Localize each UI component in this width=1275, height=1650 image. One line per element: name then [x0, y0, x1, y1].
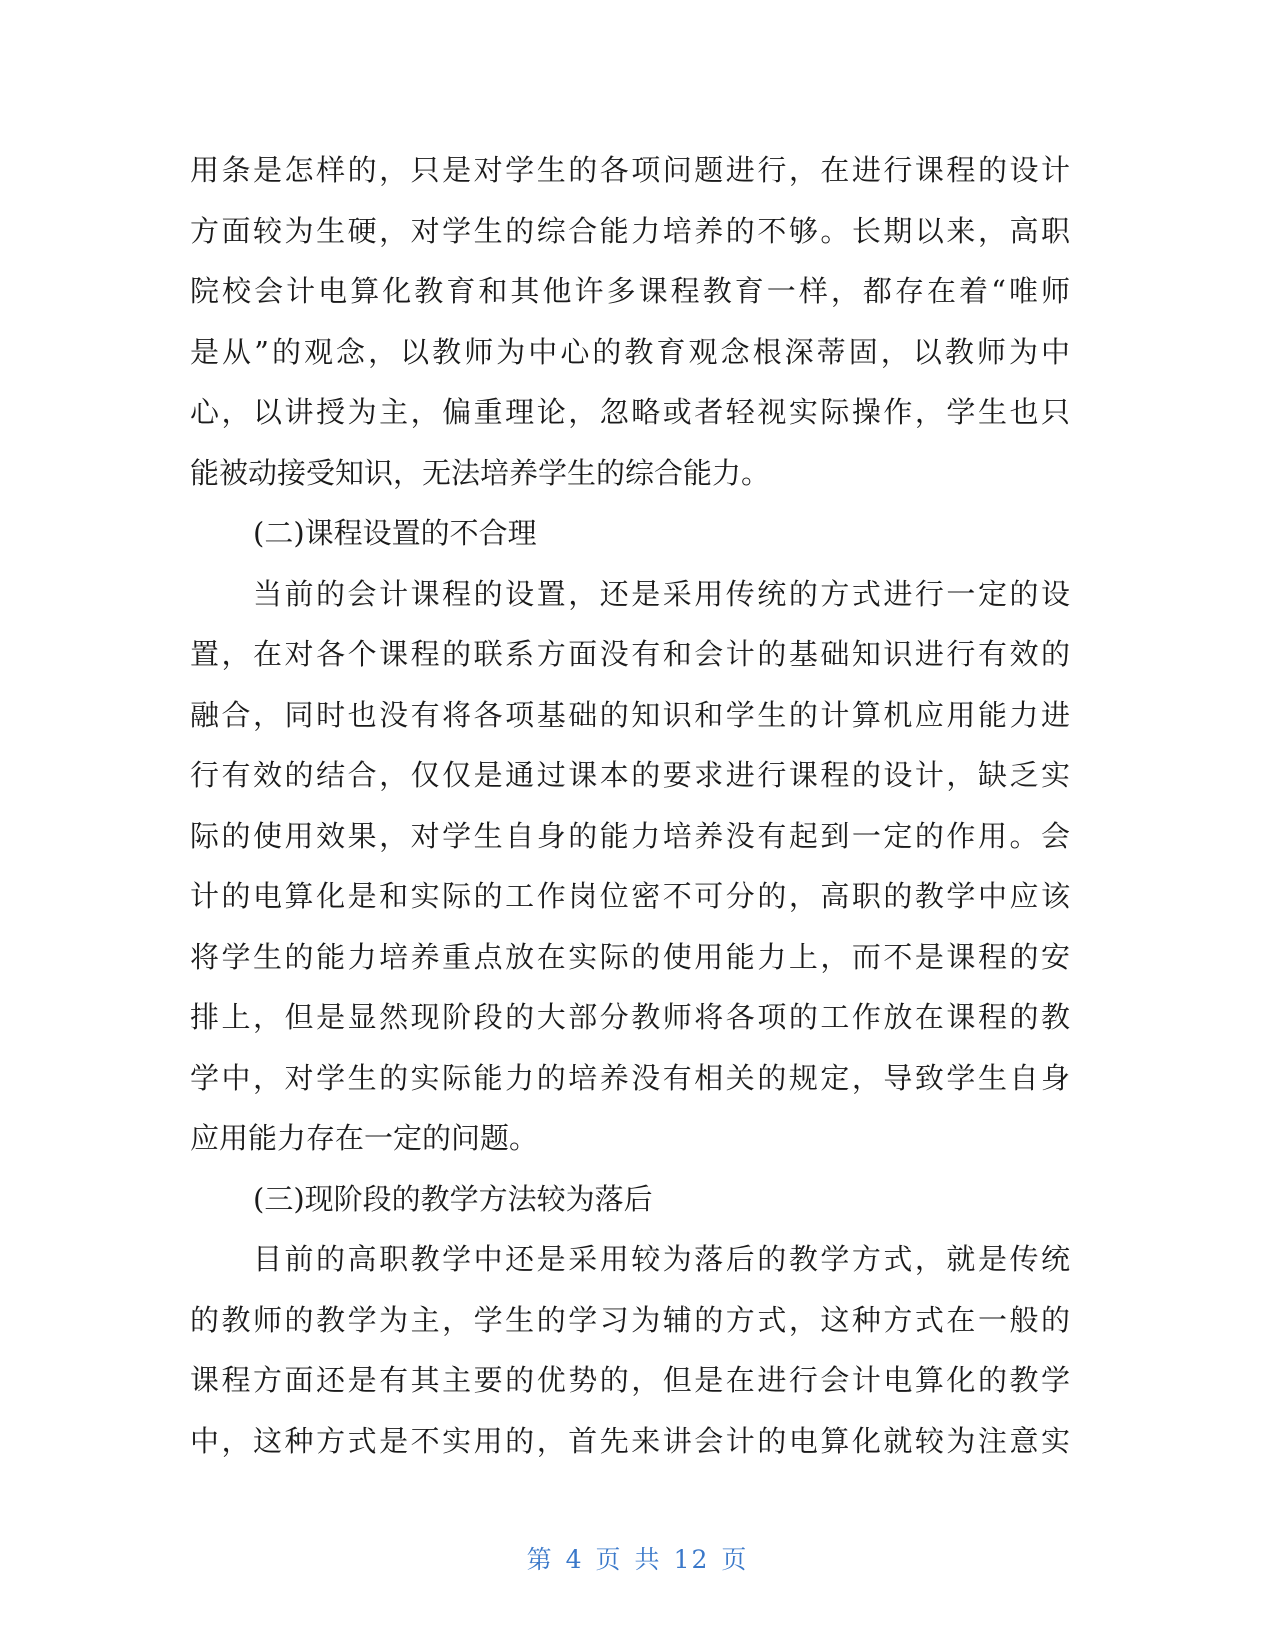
- text-line: 方面较为生硬，对学生的综合能力培养的不够。长期以来，高职: [190, 213, 1070, 248]
- text-line: 中，这种方式是不实用的，首先来讲会计的电算化就较为注意实: [190, 1423, 1070, 1458]
- text-line: 院校会计电算化教育和其他许多课程教育一样，都存在着“唯师: [190, 274, 1070, 308]
- text-line: 学中，对学生的实际能力的培养没有相关的规定，导致学生自身: [190, 1060, 1070, 1095]
- footer-total-pages: 12: [673, 1545, 710, 1574]
- text-line: 当前的会计课程的设置，还是采用传统的方式进行一定的设: [253, 576, 1070, 611]
- text-line: 行有效的结合，仅仅是通过课本的要求进行课程的设计，缺乏实: [190, 758, 1070, 792]
- section-heading: (三)现阶段的教学方法较为落后: [253, 1181, 653, 1216]
- text-line: 置，在对各个课程的联系方面没有和会计的基础知识进行有效的: [190, 637, 1070, 671]
- text-line: 际的使用效果，对学生自身的能力培养没有起到一定的作用。会: [190, 818, 1070, 853]
- text-line: 的教师的教学为主，学生的学习为辅的方式，这种方式在一般的: [190, 1302, 1070, 1337]
- text-line: 应用能力存在一定的问题。: [190, 1121, 539, 1155]
- text-line: 能被动接受知识，无法培养学生的综合能力。: [190, 455, 771, 490]
- text-line: 目前的高职教学中还是采用较为落后的教学方式，就是传统: [253, 1242, 1070, 1276]
- text-line: 排上，但是显然现阶段的大部分教师将各项的工作放在课程的教: [190, 1000, 1070, 1034]
- text-line: 用条是怎样的，只是对学生的各项问题进行，在进行课程的设计: [190, 153, 1070, 187]
- footer-page-word: 页: [595, 1545, 623, 1574]
- text-line: 融合，同时也没有将各项基础的知识和学生的计算机应用能力进: [190, 697, 1070, 732]
- footer-suffix: 页: [721, 1545, 749, 1574]
- text-line: 将学生的能力培养重点放在实际的使用能力上，而不是课程的安: [190, 939, 1070, 974]
- footer-total-word: 共: [634, 1545, 662, 1574]
- section-heading: (二)课程设置的不合理: [253, 516, 537, 550]
- page-footer: [0, 1540, 1275, 1576]
- text-line: 是从”的观念，以教师为中心的教育观念根深蒂固，以教师为中: [190, 334, 1070, 369]
- footer-current-page: 4: [565, 1545, 584, 1574]
- text-line: 计的电算化是和实际的工作岗位密不可分的，高职的教学中应该: [190, 879, 1070, 913]
- text-line: 心，以讲授为主，偏重理论，忽略或者轻视实际操作，学生也只: [190, 395, 1070, 429]
- footer-prefix: 第: [526, 1545, 554, 1574]
- document-body: [190, 140, 1070, 1471]
- text-line: 课程方面还是有其主要的优势的，但是在进行会计电算化的教学: [190, 1363, 1070, 1397]
